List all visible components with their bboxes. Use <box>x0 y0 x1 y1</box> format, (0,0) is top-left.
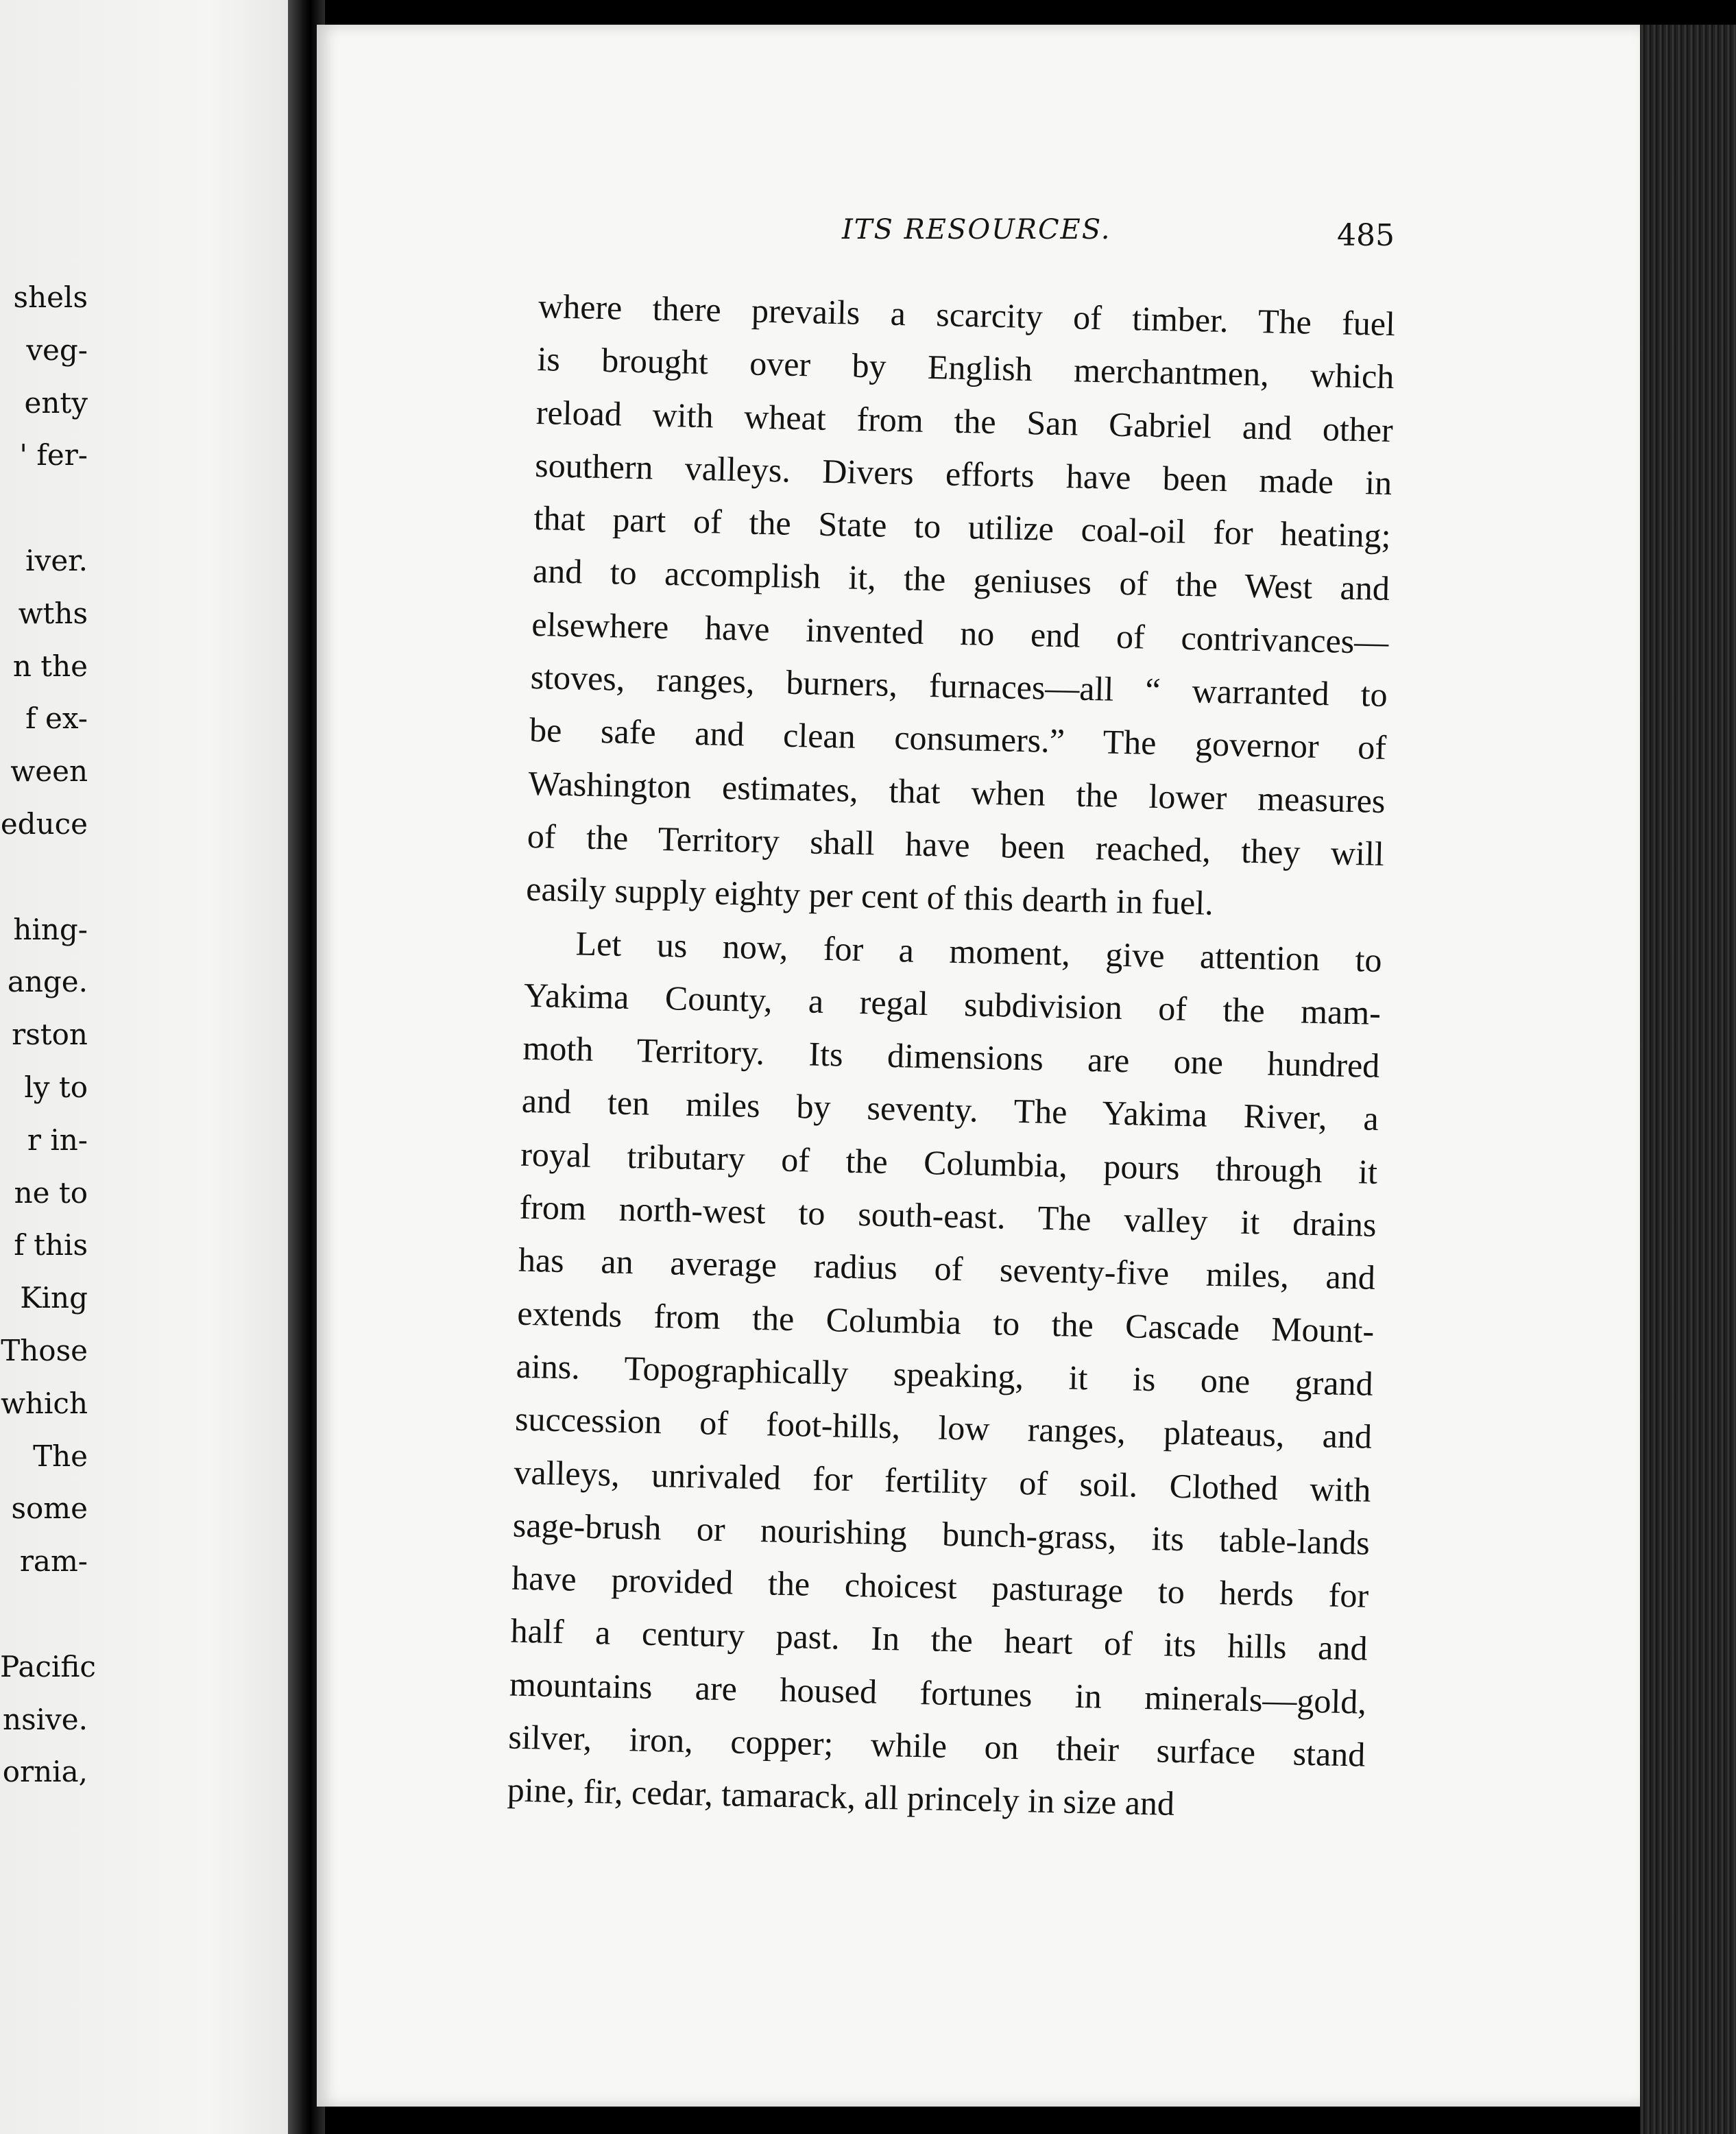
previous-page-line: ne to <box>14 1175 88 1210</box>
text-line: be safe and clean consumers.” The governor of <box>529 710 1387 767</box>
previous-page-line: which <box>0 1386 88 1420</box>
text-line: half a century past. In the heart of its hills and <box>510 1611 1369 1668</box>
previous-page-line: ange. <box>7 965 88 999</box>
previous-page-line: Pacific <box>0 1649 96 1683</box>
running-head: ITS RESOURCES. <box>842 214 1111 245</box>
text-line: pine, fir, cedar, tamarack, all princely in size and <box>507 1770 1175 1823</box>
text-line: elsewhere have invented no end of contrivances— <box>531 604 1389 661</box>
previous-page-line: ' fer- <box>19 438 88 472</box>
text-line: southern valleys. Divers efforts have been made in <box>534 445 1393 503</box>
text-line: and ten miles by seventy. The Yakima River, a <box>521 1081 1379 1138</box>
previous-page-line: ornia, <box>2 1755 88 1789</box>
previous-page-line: enty <box>24 385 88 420</box>
text-line: has an average radius of seventy-five miles, and <box>518 1240 1376 1297</box>
previous-page-line: f this <box>14 1228 88 1262</box>
text-line: sage-brush or nourishing bunch-grass, its table-lands <box>512 1505 1371 1562</box>
previous-page-line <box>0 1588 88 1641</box>
text-line: mountains are housed fortunes in minerals—gold, <box>509 1664 1367 1721</box>
text-line: reload with wheat from the San Gabriel and other <box>535 392 1394 449</box>
text-line: royal tributary of the Columbia, pours through it <box>520 1134 1378 1191</box>
text-line: moth Territory. Its dimensions are one hundred <box>522 1028 1380 1086</box>
previous-page-line: The <box>33 1439 88 1473</box>
text-line: Let us now, for a moment, give attention to <box>575 923 1383 979</box>
text-line: Washington estimates, that when the lower measures <box>528 763 1386 820</box>
previous-page-line: rston <box>12 1018 88 1052</box>
previous-page-line: hing- <box>13 912 88 946</box>
text-line: where there prevails a scarcity of timber. The fuel <box>538 286 1396 344</box>
text-line: ains. Topographically speaking, it is one grand <box>516 1346 1374 1403</box>
previous-page-line: f ex- <box>25 702 88 736</box>
previous-page <box>0 0 300 2134</box>
text-line: silver, iron, copper; while on their surface stand <box>507 1717 1366 1774</box>
page-number: 485 <box>1337 218 1395 253</box>
text-line: from north-west to south-east. The valley it drains <box>519 1187 1377 1244</box>
text-line: succession of foot-hills, low ranges, plateaus, and <box>514 1399 1373 1456</box>
previous-page-line: Those <box>1 1333 88 1367</box>
previous-page-line: iver. <box>25 543 88 577</box>
previous-page-line: veg- <box>26 333 88 367</box>
previous-page-text-fragments <box>0 272 96 1799</box>
text-line: have provided the choicest pasturage to herds for <box>511 1558 1369 1615</box>
text-line: Yakima County, a regal subdivision of the mam- <box>523 975 1382 1032</box>
previous-page-line <box>0 482 88 535</box>
text-line: stoves, ranges, burners, furnaces—all “ warranted to <box>530 657 1388 715</box>
previous-page-line: ly to <box>24 1070 88 1104</box>
previous-page-line: King <box>20 1281 88 1315</box>
text-line: is brought over by English merchantmen, which <box>536 339 1395 396</box>
text-line: valleys, unrivaled for fertility of soil. Clothed with <box>514 1452 1371 1509</box>
previous-page-line: ween <box>10 754 88 789</box>
previous-page-line: wths <box>18 596 88 630</box>
previous-page-line <box>0 851 88 904</box>
text-line: easily supply eighty per cent of this dearth in fuel. <box>525 870 1214 923</box>
text-line: and to accomplish it, the geniuses of the West and <box>532 551 1390 608</box>
page-edge-stack <box>1640 25 1736 2134</box>
body-text <box>507 280 1396 1834</box>
previous-page-line: nsive. <box>3 1702 88 1736</box>
previous-page-line: shels <box>13 280 88 314</box>
previous-page-line: ram- <box>19 1544 88 1579</box>
text-line: extends from the Columbia to the Cascade Mount- <box>516 1293 1375 1350</box>
text-line: that part of the State to utilize coal-oil for heating; <box>533 499 1392 555</box>
text-line: of the Territory shall have been reached, they will <box>527 816 1385 873</box>
previous-page-line: educe <box>0 806 88 841</box>
previous-page-line: n the <box>12 649 88 683</box>
previous-page-line: some <box>11 1491 88 1526</box>
previous-page-line: r in- <box>27 1123 88 1157</box>
